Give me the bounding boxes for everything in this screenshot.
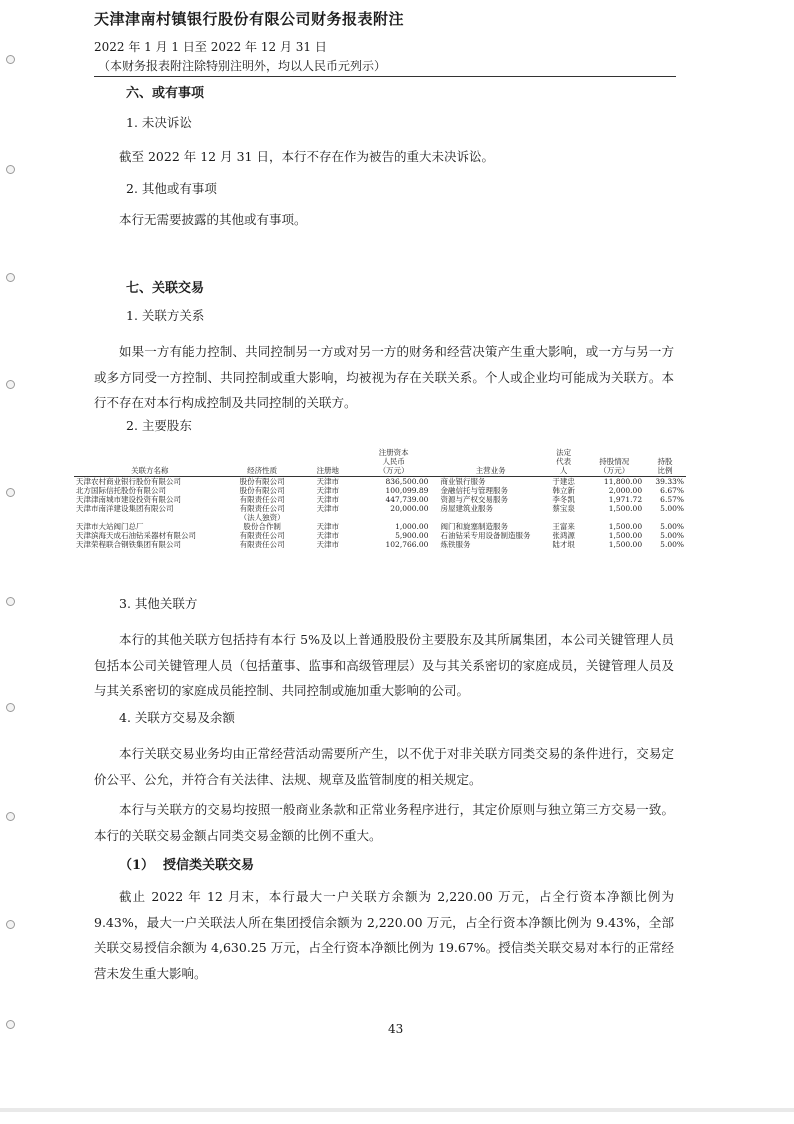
binder-hole <box>6 273 15 282</box>
table-cell-business: 资源与产权交易服务 <box>440 495 508 504</box>
table-cell-capital: 5,900.00 <box>395 531 429 540</box>
table-cell-ratio: 6.57% <box>660 495 684 504</box>
table-cell-rep: 张鸿源 <box>552 531 575 540</box>
report-period: 2022 年 1 月 1 日至 2022 年 12 月 31 日 <box>94 40 327 54</box>
table-cell-ratio: 39.33% <box>655 477 684 486</box>
table-cell-place: 天津市 <box>316 540 340 549</box>
credit-heading-number: （1） <box>119 858 155 873</box>
table-cell-business: 阀门和旋塞制造服务 <box>440 522 508 531</box>
binder-hole <box>6 165 15 174</box>
table-cell-name: 天津市大站阀门总厂 <box>76 522 144 531</box>
subsection-heading: 4. 关联方交易及余额 <box>119 710 235 725</box>
table-cell-business: 金融信托与管理服务 <box>440 486 508 495</box>
table-cell-capital: 20,000.00 <box>390 504 429 513</box>
table-cell-ratio: 5.00% <box>660 522 684 531</box>
table-cell-rep: 陆才垠 <box>552 540 575 549</box>
binder-hole <box>6 55 15 64</box>
paragraph: 如果一方有能力控制、共同控制另一方或对另一方的财务和经营决策产生重大影响，或一方与另一方或多方同受一方控制、共同控制或重大影响，均被视为存在关联关系。个人或企业均可能成为关联方。本行不存在对本行构成控制及共同控制的关联方。 <box>94 344 674 410</box>
table-row <box>74 495 686 504</box>
paragraph: 本行的其他关联方包括持有本行 5%及以上普通股股份主要股东及其所属集团，本公司关键管理人员包括本公司关键管理人员（包括董事、监事和高级管理层）及与其关系密切的家庭成员，关键管理人员及与其关系密切的家庭成员能控制、共同控制或施加重大影响的公司。 <box>94 632 674 698</box>
table-cell-rep: 于建忠 <box>552 477 575 486</box>
binder-hole <box>6 812 15 821</box>
column-header: 经济性质 <box>226 448 299 477</box>
binder-hole <box>6 597 15 606</box>
table-cell-place: 天津市 <box>316 495 340 504</box>
table-cell-rep: 韩立新 <box>552 486 575 495</box>
table-cell-place: 天津市 <box>316 477 340 486</box>
table-cell-place: 天津市 <box>316 504 340 513</box>
table-cell-name: 天津滨海天成石油钻采器材有限公司 <box>76 531 196 540</box>
table-cell-business: 商业银行服务 <box>440 477 486 486</box>
table-cell-name: 天津市南洋建设集团有限公司 <box>76 504 174 513</box>
subsection-heading: 1. 未决诉讼 <box>126 115 192 130</box>
table-cell-place: 天津市 <box>316 522 340 531</box>
table-cell-rep: 李冬凯 <box>552 495 575 504</box>
table-cell-name: 北方国际信托股份有限公司 <box>76 486 166 495</box>
table-cell-nature: 股份有限公司 <box>239 486 285 495</box>
paragraph: 截至 2022 年 12 月 31 日，本行不存在作为被告的重大未决诉讼。 <box>119 149 494 164</box>
paragraph: 截止 2022 年 12 月末，本行最大一户关联方余额为 2,220.00 万元，占全行资本净额比例为 9.43%，最大一户关联法人所在集团授信余额为 2,220.00 万元，占全行资本净额比例为 9.43%，全部关联交易授信余额为 4,630.25 万元，占全行资本净额比例为 19.67%。授信类关联交易对本行的正常经营未发生重大影响。 <box>94 889 674 981</box>
table-row <box>74 477 686 487</box>
table-cell-capital: 1,000.00 <box>395 522 429 531</box>
table-row <box>74 531 686 540</box>
table-cell-holding: 2,000.00 <box>608 486 643 495</box>
column-header: 法定 代表 人 <box>543 448 584 477</box>
column-header: 注册资本 人民币 （万元） <box>357 448 439 477</box>
subsection-heading: 1. 关联方关系 <box>126 308 205 323</box>
table-cell-nature: 股份有限公司 <box>239 477 285 486</box>
table-cell-nature: 有限责任公司 （法人独资） <box>239 504 285 522</box>
page-bottom-edge <box>0 1108 794 1112</box>
section-heading: 七、关联交易 <box>126 281 205 296</box>
column-header: 注册地 <box>299 448 357 477</box>
table-cell-place: 天津市 <box>316 531 340 540</box>
table-cell-holding: 11,800.00 <box>603 477 643 486</box>
table-row <box>74 522 686 531</box>
table-cell-nature: 有限责任公司 <box>239 540 285 549</box>
table-cell-ratio: 5.00% <box>660 531 684 540</box>
table-cell-business: 炼铁服务 <box>440 540 471 549</box>
binder-hole <box>6 703 15 712</box>
table-cell-place: 天津市 <box>316 486 340 495</box>
table-cell-business: 石油钻采专用设备制造服务 <box>440 531 531 540</box>
table-cell-nature: 有限责任公司 <box>239 531 285 540</box>
table-cell-ratio: 6.67% <box>660 486 684 495</box>
shareholders-table <box>74 448 686 549</box>
column-header: 持股 比例 <box>644 448 686 477</box>
table-header-row <box>74 448 686 477</box>
subsection-heading: 2. 其他或有事项 <box>126 181 217 196</box>
report-note: （本财务报表附注除特别注明外，均以人民币元列示） <box>98 59 387 73</box>
binder-hole <box>6 488 15 497</box>
table-cell-capital: 447,739.00 <box>385 495 429 504</box>
table-row <box>74 540 686 549</box>
table-cell-capital: 100,099.89 <box>385 486 429 495</box>
table-cell-name: 天津津南城市建设投资有限公司 <box>76 495 181 504</box>
table-cell-business: 房屋建筑业服务 <box>440 504 493 513</box>
table-cell-holding: 1,500.00 <box>608 504 643 513</box>
table-cell-holding: 1,500.00 <box>608 531 643 540</box>
table-cell-name: 天津荣程联合钢铁集团有限公司 <box>76 540 181 549</box>
column-header: 主营业务 <box>438 448 542 477</box>
table-cell-holding: 1,971.72 <box>608 495 643 504</box>
table-row <box>74 486 686 495</box>
table-cell-name: 天津农村商业银行股份有限公司 <box>76 477 181 486</box>
page-number: 43 <box>388 1022 404 1036</box>
credit-heading: 授信类关联交易 <box>163 858 255 873</box>
subsection-heading: 3. 其他关联方 <box>119 596 198 611</box>
paragraph: 本行无需要披露的其他或有事项。 <box>119 212 307 227</box>
table-row <box>74 504 686 522</box>
column-header: 持股情况 （万元） <box>584 448 644 477</box>
table-cell-capital: 102,766.00 <box>385 540 429 549</box>
binder-hole <box>6 1020 15 1029</box>
column-header: 关联方名称 <box>74 448 226 477</box>
subsection-heading: 2. 主要股东 <box>126 418 192 433</box>
section-heading: 六、或有事项 <box>126 86 205 101</box>
table-cell-ratio: 5.00% <box>660 504 684 513</box>
paragraph: 本行与关联方的交易均按照一般商业条款和正常业务程序进行，其定价原则与独立第三方交易一致。本行的关联交易金额占同类交易金额的比例不重大。 <box>94 802 674 843</box>
table-cell-capital: 836,500.00 <box>385 477 429 486</box>
table-cell-rep: 蔡宝泉 <box>552 504 575 513</box>
paragraph: 本行关联交易业务均由正常经营活动需要所产生，以不优于对非关联方同类交易的条件进行，交易定价公平、公允，并符合有关法律、法规、规章及监管制度的相关规定。 <box>94 746 674 787</box>
header-rule <box>94 76 676 77</box>
binder-hole <box>6 380 15 389</box>
table-cell-holding: 1,500.00 <box>608 522 643 531</box>
table-cell-nature: 股份合作制 <box>243 522 281 531</box>
table-cell-nature: 有限责任公司 <box>239 495 285 504</box>
report-title: 天津津南村镇银行股份有限公司财务报表附注 <box>94 10 405 28</box>
table-cell-rep: 王富来 <box>552 522 575 531</box>
binder-hole <box>6 920 15 929</box>
table-cell-holding: 1,500.00 <box>608 540 643 549</box>
table-cell-ratio: 5.00% <box>660 540 684 549</box>
